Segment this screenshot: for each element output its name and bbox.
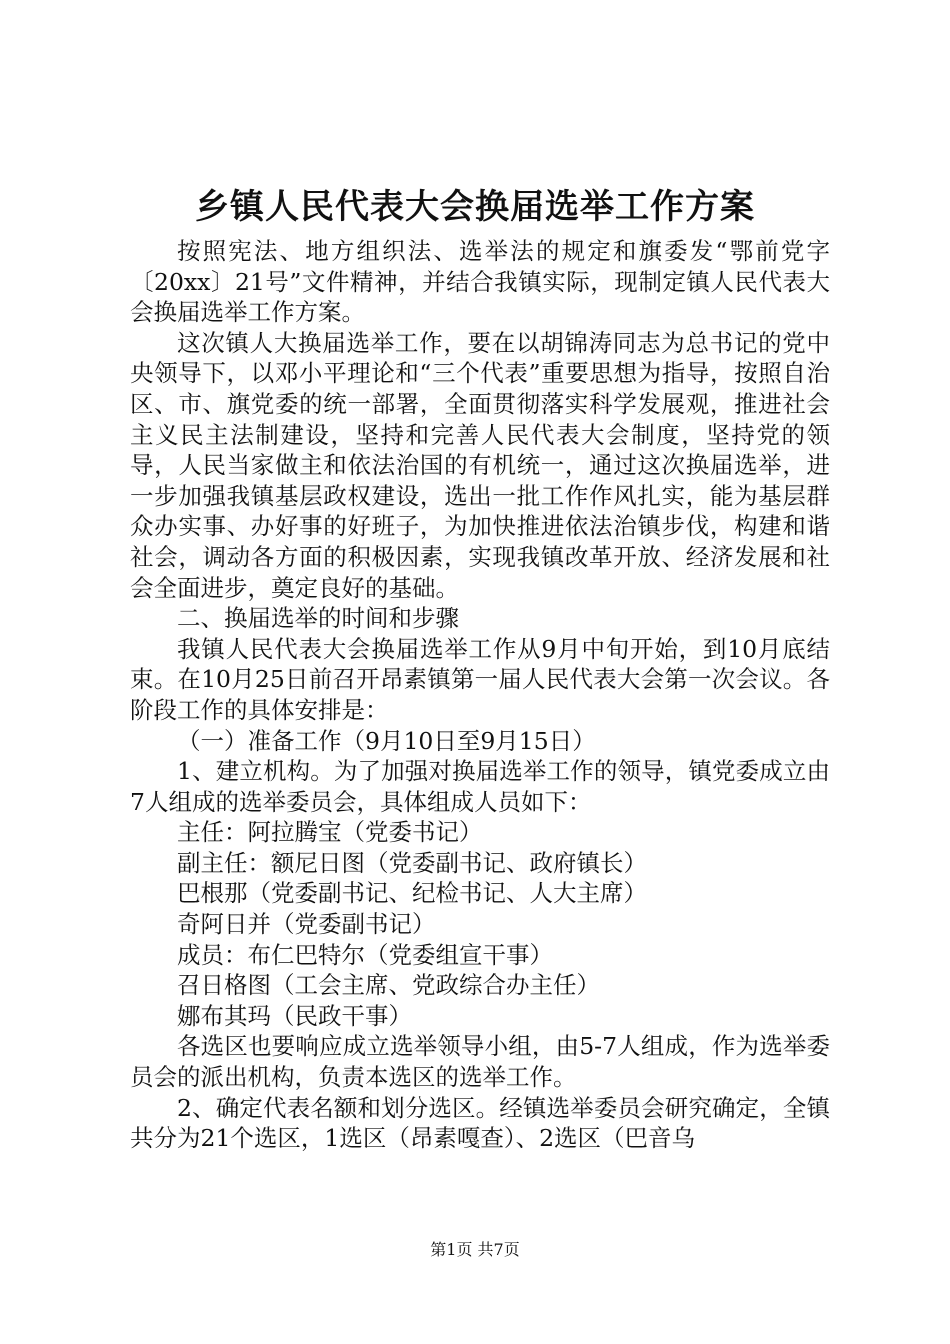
committee-member: 副主任：额尼日图（党委副书记、政府镇长） [177, 848, 647, 877]
committee-member: 召日格图（工会主席、党政综合办主任） [177, 971, 600, 1000]
paragraph: 这次镇人大换届选举工作，要在以胡锦涛同志为总书记的党中央领导下，以邓小平理论和“三个代表”重要思想为指导，按照自治区、市、旗党委的统一部署，全面贯彻落实科学发展观，推进社会主义民主法制建设，坚持和完善人民代表大会制度，坚持党的领导，人民当家做主和依法治国的有机统一，通过这次换届选举，进一步加强我镇基层政权建设，选出一批工作作风扎实，能为基层群众办实事、办好事的好班子，为加快推进依法治镇步伐，构建和谐社会，调动各方面的积极因素，实现我镇改革开放、经济发展和社会全面进步，奠定良好的基础。 [130, 328, 830, 602]
committee-member: 巴根那（党委副书记、纪检书记、人大主席） [177, 879, 647, 908]
paragraph: 各选区也要响应成立选举领导小组，由5-7人组成，作为选举委员会的派出机构，负责本选区的选举工作。 [130, 1032, 830, 1092]
paragraph: 我镇人民代表大会换届选举工作从9月中旬开始，到10月底结束。在10月25日前召开昂素镇第一届人民代表大会第一次会议。各阶段工作的具体安排是： [130, 634, 830, 724]
paragraph: 2、确定代表名额和划分选区。经镇选举委员会研究确定，全镇共分为21个选区，1选区（昂素嘎查）、2选区（巴音乌 [130, 1093, 830, 1153]
committee-member: 成员：布仁巴特尔（党委组宣干事） [177, 940, 553, 969]
document-title: 乡镇人民代表大会换届选举工作方案 [195, 187, 755, 227]
subsection-heading: （一）准备工作（9月10日至9月15日） [177, 726, 596, 755]
section-heading: 二、换届选举的时间和步骤 [177, 604, 459, 633]
document-body [130, 236, 830, 1154]
paragraph: 1、建立机构。为了加强对换届选举工作的领导，镇党委成立由7人组成的选举委员会，具体组成人员如下： [130, 757, 830, 816]
committee-member: 娜布其玛（民政干事） [177, 1001, 412, 1030]
committee-member: 主任：阿拉腾宝（党委书记） [177, 818, 483, 847]
page-number-footer: 第1页 共7页 [430, 1240, 520, 1259]
committee-member: 奇阿日并（党委副书记） [177, 910, 436, 939]
paragraph: 按照宪法、地方组织法、选举法的规定和旗委发“鄂前党字〔20xx〕21号”文件精神，并结合我镇实际，现制定镇人民代表大会换届选举工作方案。 [130, 237, 830, 327]
